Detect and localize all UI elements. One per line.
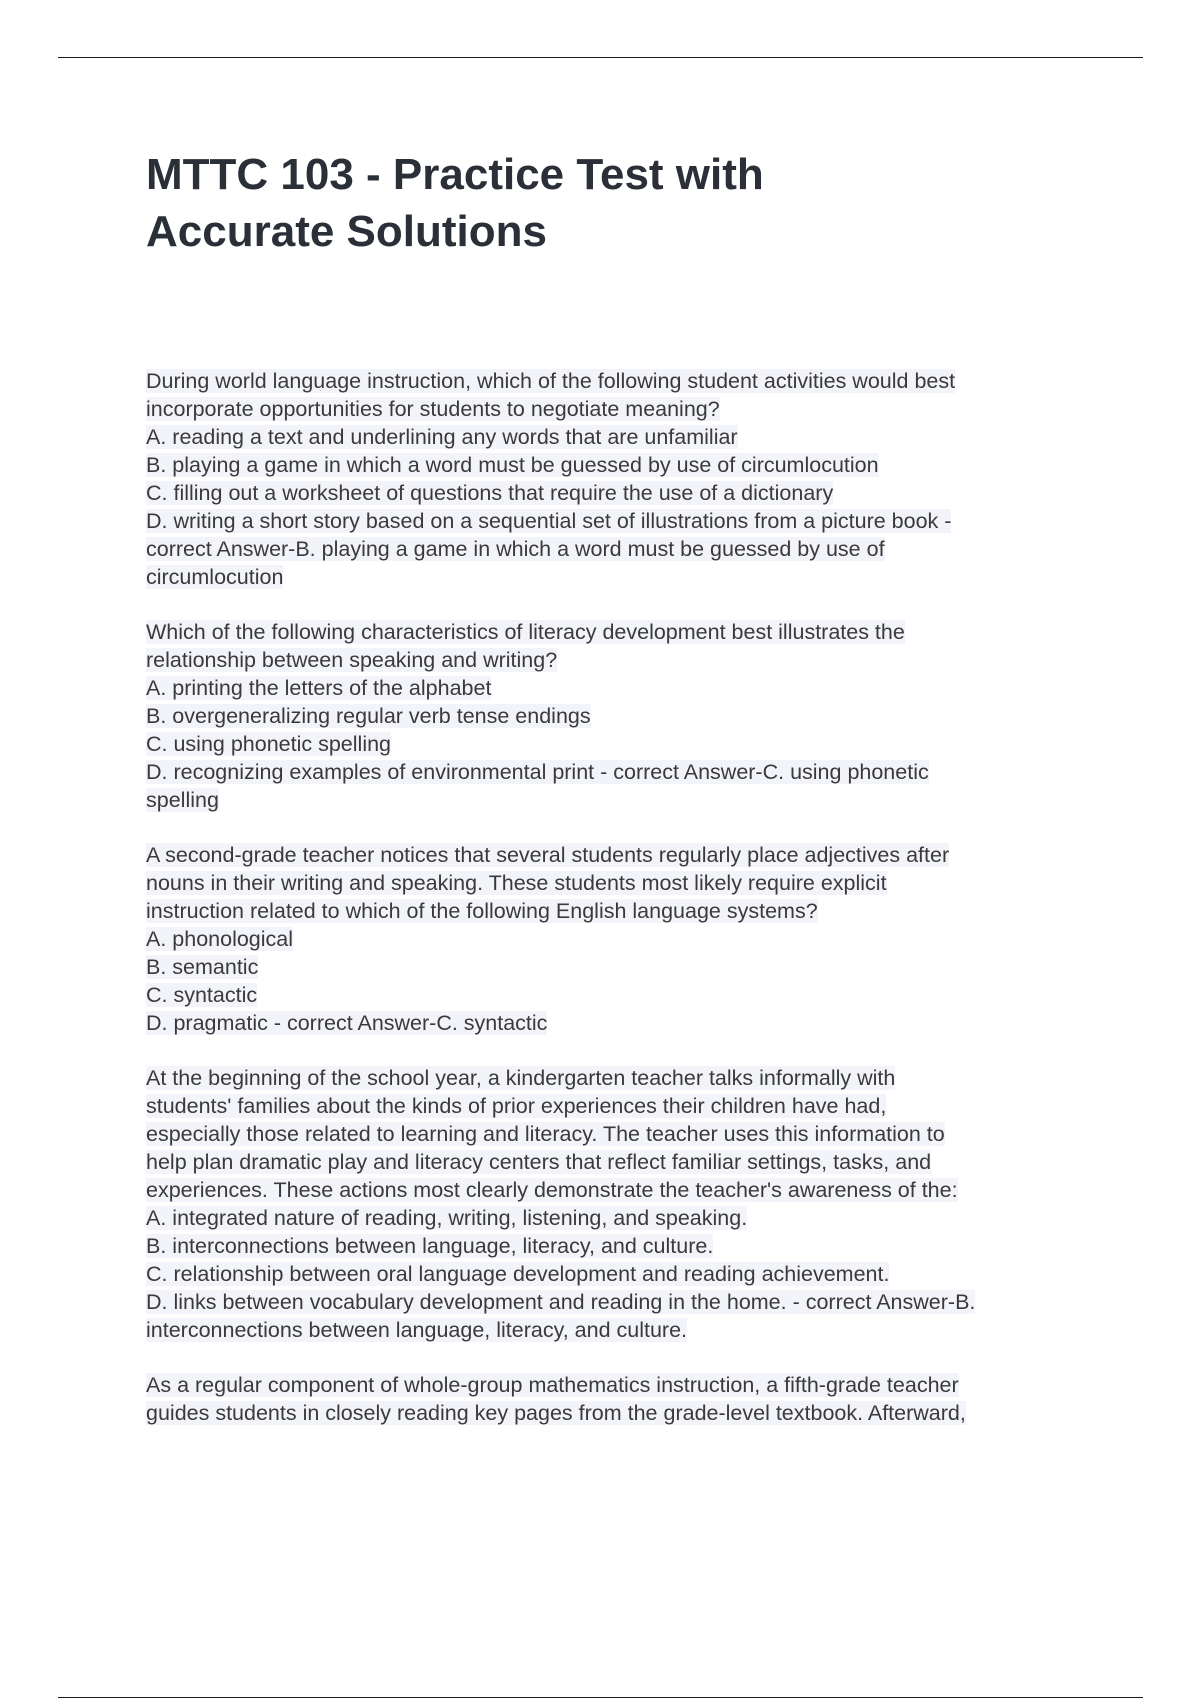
answer-option: B. semantic — [146, 955, 259, 979]
answer-option: C. relationship between oral language development and reading achievement. — [146, 1262, 890, 1286]
question-block-4 — [146, 1064, 1086, 1344]
answer-option: D. writing a short story based on a sequential set of illustrations from a picture book - — [146, 509, 952, 533]
document-title — [146, 146, 1046, 260]
question-line: instruction related to which of the following English language systems? — [146, 899, 818, 923]
answer-option: B. playing a game in which a word must be guessed by use of circumlocution — [146, 453, 879, 477]
question-line: experiences. These actions most clearly demonstrate the teacher's awareness of the: — [146, 1178, 958, 1202]
bottom-rule — [58, 1697, 1143, 1698]
question-line: relationship between speaking and writing? — [146, 648, 558, 672]
question-block-1 — [146, 367, 1086, 591]
question-line: At the beginning of the school year, a kindergarten teacher talks informally with — [146, 1066, 896, 1090]
answer-option: A. integrated nature of reading, writing, listening, and speaking. — [146, 1206, 748, 1230]
correct-answer-line: D. links between vocabulary development and reading in the home. - correct Answer-B. — [146, 1290, 976, 1314]
correct-answer-line: circumlocution — [146, 565, 284, 589]
correct-answer-line: correct Answer-B. playing a game in which a word must be guessed by use of — [146, 537, 885, 561]
answer-option: C. filling out a worksheet of questions that require the use of a dictionary — [146, 481, 834, 505]
top-rule — [58, 57, 1143, 58]
answer-option: A. printing the letters of the alphabet — [146, 676, 492, 700]
answer-option: B. interconnections between language, literacy, and culture. — [146, 1234, 714, 1258]
question-line: nouns in their writing and speaking. These students most likely require explicit — [146, 871, 887, 895]
answer-option: C. using phonetic spelling — [146, 732, 392, 756]
question-line: especially those related to learning and literacy. The teacher uses this information to — [146, 1122, 945, 1146]
question-line: guides students in closely reading key pages from the grade-level textbook. Afterward, — [146, 1401, 966, 1425]
correct-answer-line: interconnections between language, literacy, and culture. — [146, 1318, 688, 1342]
question-block-5 — [146, 1371, 1086, 1427]
title-line-2: Accurate Solutions — [146, 207, 547, 256]
answer-option: B. overgeneralizing regular verb tense endings — [146, 704, 591, 728]
question-line: During world language instruction, which of the following student activities would best — [146, 369, 956, 393]
question-block-2 — [146, 618, 1086, 814]
correct-answer-line: D. pragmatic - correct Answer-C. syntactic — [146, 1011, 548, 1035]
answer-option: C. syntactic — [146, 983, 258, 1007]
answer-option: D. recognizing examples of environmental print - correct Answer-C. using phonetic — [146, 760, 929, 784]
question-line: Which of the following characteristics of literacy development best illustrates the — [146, 620, 905, 644]
answer-option: A. reading a text and underlining any words that are unfamiliar — [146, 425, 738, 449]
question-line: help plan dramatic play and literacy centers that reflect familiar settings, tasks, and — [146, 1150, 932, 1174]
question-line: incorporate opportunities for students to negotiate meaning? — [146, 397, 720, 421]
title-line-1: MTTC 103 - Practice Test with — [146, 150, 764, 199]
question-line: A second-grade teacher notices that several students regularly place adjectives after — [146, 843, 950, 867]
answer-option: A. phonological — [146, 927, 294, 951]
question-block-3 — [146, 841, 1086, 1037]
question-line: As a regular component of whole-group mathematics instruction, a fifth-grade teacher — [146, 1373, 959, 1397]
question-line: students' families about the kinds of prior experiences their children have had, — [146, 1094, 887, 1118]
correct-answer-line: spelling — [146, 788, 219, 812]
question-list — [146, 367, 1086, 1454]
